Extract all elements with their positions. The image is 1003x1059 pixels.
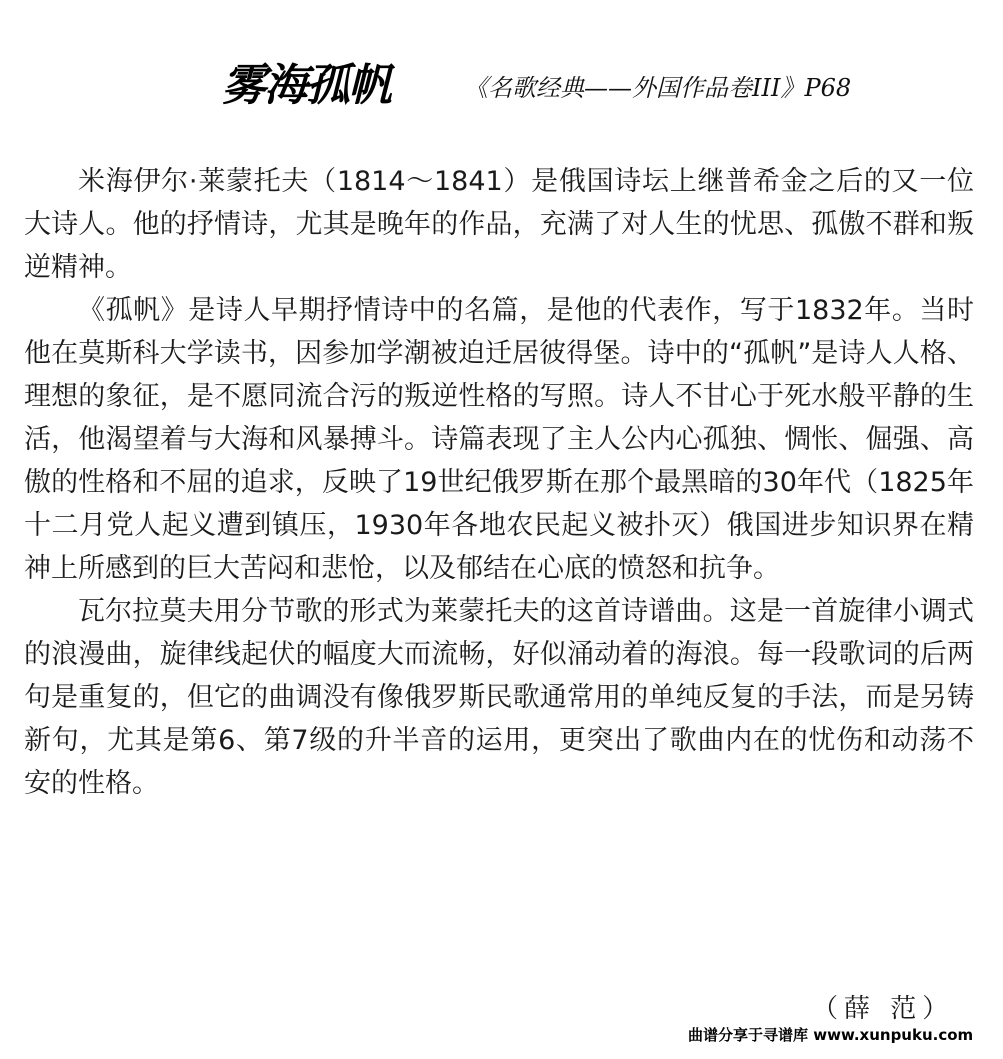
- site-watermark: 曲谱分享于寻谱库 www.xunpuku.com: [688, 1026, 974, 1044]
- source-reference: 《名歌经典——外国作品卷III》P68: [464, 74, 852, 102]
- article-title: 雾海孤帆: [222, 60, 390, 111]
- paragraph-music-analysis: 瓦尔拉莫夫用分节歌的形式为莱蒙托夫的这首诗谱曲。这是一首旋律小调式的浪漫曲，旋律线起伏的幅度大而流畅，好似涌动着的海浪。每一段歌词的后两句是重复的，但它的曲调没有像俄罗斯民歌通常用的单纯反复的手法，而是另铸新句，尤其是第6、第7级的升半音的运用，更突出了歌曲内在的忧伤和动荡不安的性格。: [24, 596, 974, 799]
- author-credit: （薛 范）: [812, 994, 955, 1024]
- paragraph-intro: 米海伊尔·莱蒙托夫（1814～1841）是俄国诗坛上继普希金之后的又一位大诗人。他的抒情诗，尤其是晚年的作品，充满了对人生的忧思、孤傲不群和叛逆精神。: [24, 166, 974, 283]
- paragraph-poem-analysis: 《孤帆》是诗人早期抒情诗中的名篇，是他的代表作，写于1832年。当时他在莫斯科大学读书，因参加学潮被迫迁居彼得堡。诗中的“孤帆”是诗人人格、理想的象征，是不愿同流合污的叛逆性格的写照。诗人不甘心于死水般平静的生活，他渴望着与大海和风暴搏斗。诗篇表现了主人公内心孤独、惆怅、倔强、高傲的性格和不屈的追求，反映了19世纪俄罗斯在那个最黑暗的30年代（1825年十二月党人起义遭到镇压，1930年各地农民起义被扑灭）俄国进步知识界在精神上所感到的巨大苦闷和悲怆，以及郁结在心底的愤怒和抗争。: [24, 295, 974, 584]
- article-body: [24, 160, 974, 805]
